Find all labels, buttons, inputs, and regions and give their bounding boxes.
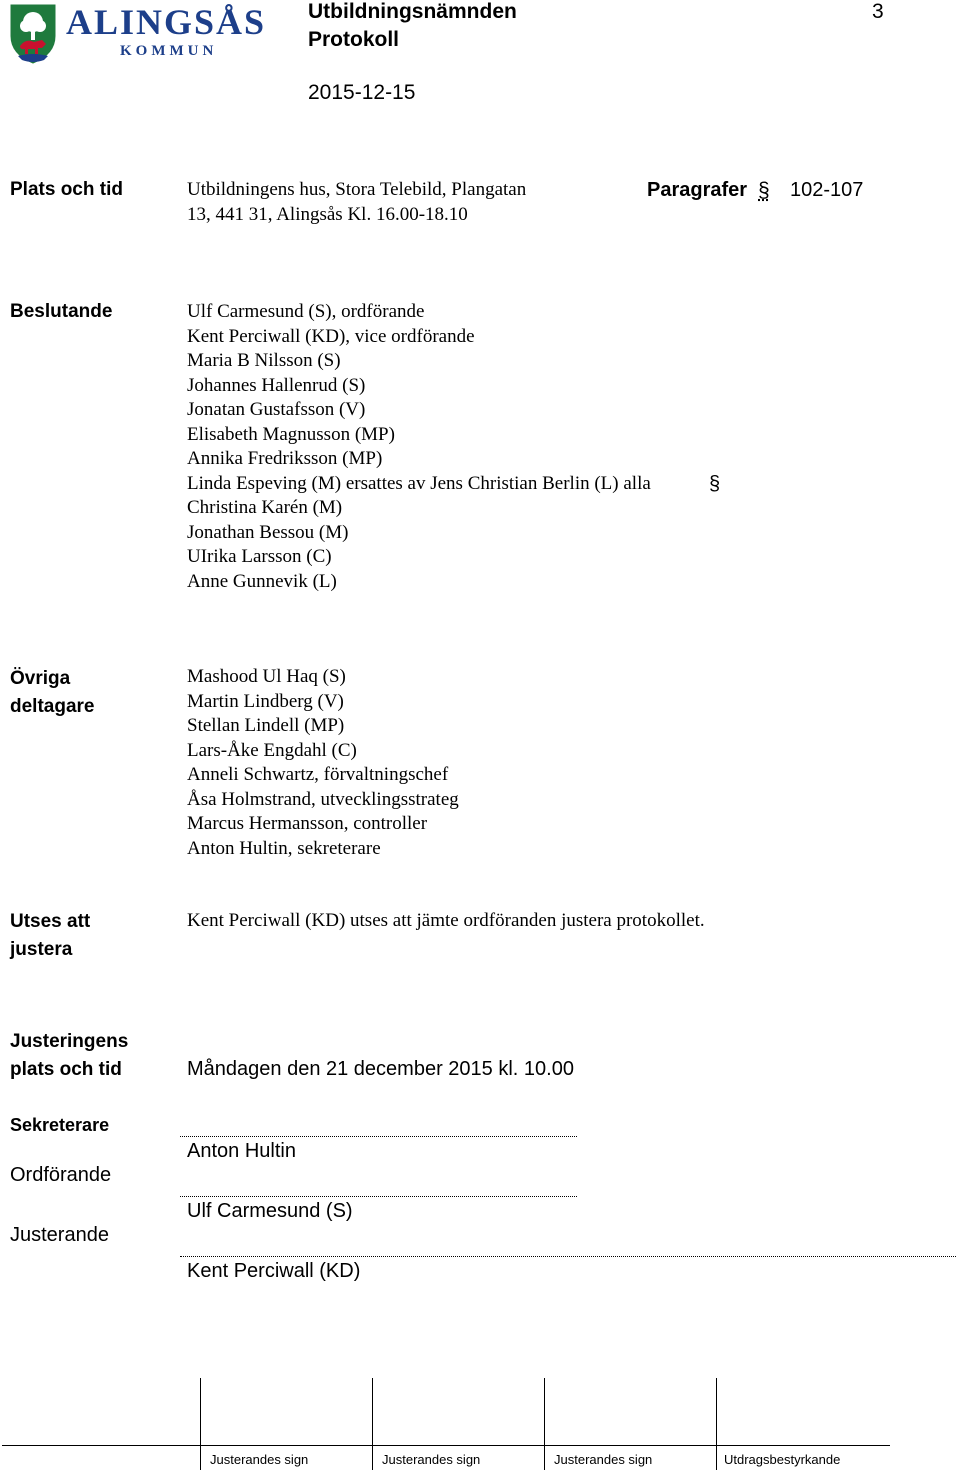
list-item: Anton Hultin, sekreterare — [187, 837, 381, 859]
list-item: Åsa Holmstrand, utvecklingsstrateg — [187, 788, 459, 810]
page-number: 3 — [872, 0, 884, 23]
adjuster-text: Kent Perciwall (KD) utses att jämte ordföranden justera protokollet. — [187, 910, 705, 931]
adjuster-role: Justerande — [10, 1224, 109, 1246]
chair-name: Ulf Carmesund (S) — [187, 1200, 353, 1222]
list-item: UIrika Larsson (C) — [187, 546, 332, 567]
logo-name: ALINGSÅS — [66, 2, 267, 42]
adjuster-label — [10, 908, 160, 964]
document-type: Protokoll — [308, 28, 400, 51]
list-item: Ulf Carmesund (S), ordförande — [187, 301, 425, 322]
adjustment-time-value: Måndagen den 21 december 2015 kl. 10.00 — [187, 1058, 574, 1080]
list-item-text: Linda Espeving (M) ersattes av Jens Christian Berlin (L) alla — [187, 472, 651, 494]
label-line: deltagare — [10, 696, 95, 717]
list-item: Stellan Lindell (MP) — [187, 715, 345, 736]
adjuster-name: Kent Perciwall (KD) — [187, 1260, 361, 1282]
meeting-date: 2015-12-15 — [308, 81, 416, 104]
signature-line — [180, 1196, 577, 1197]
paragraphs-label: Paragrafer — [647, 179, 748, 201]
secretary-name: Anton Hultin — [187, 1140, 296, 1162]
deciding-members-list — [187, 300, 747, 594]
place-line: 13, 441 31, Alingsås Kl. 16.00-18.10 — [187, 203, 468, 225]
list-item: Elisabeth Magnusson (MP) — [187, 423, 395, 445]
section-symbol: § — [709, 472, 721, 495]
sign-box-divider — [716, 1378, 717, 1470]
list-item: Jonatan Gustafsson (V) — [187, 399, 366, 420]
place-time-label: Plats och tid — [10, 179, 123, 200]
list-item: Anne Gunnevik (L) — [187, 570, 337, 592]
sign-baseline — [2, 1445, 890, 1446]
list-item: Anneli Schwartz, förvaltningschef — [187, 764, 449, 785]
list-item — [187, 472, 747, 497]
list-item: Kent Perciwall (KD), vice ordförande — [187, 325, 475, 347]
list-item: Jonathan Bessou (M) — [187, 521, 349, 543]
sign-box-divider — [544, 1378, 545, 1470]
adjustment-time-label — [10, 1028, 180, 1084]
sign-box-caption: Justerandes sign — [210, 1452, 309, 1467]
list-item: Annika Fredriksson (MP) — [187, 448, 383, 469]
committee-title: Utbildningsnämnden — [308, 0, 517, 23]
place-time-text — [187, 178, 607, 227]
label-line: Justeringens — [10, 1031, 129, 1052]
label-line: justera — [10, 939, 73, 960]
list-item: Johannes Hallenrud (S) — [187, 374, 366, 396]
alingsas-kommun-logo — [8, 2, 270, 66]
paragraphs-value: 102-107 — [790, 179, 864, 201]
place-line: Utbildningens hus, Stora Telebild, Plangatan — [187, 179, 527, 200]
label-line: Övriga — [10, 668, 71, 689]
sign-box-caption: Justerandes sign — [554, 1452, 653, 1467]
list-item: Lars-Åke Engdahl (C) — [187, 739, 357, 761]
secretary-role: Sekreterare — [10, 1115, 110, 1135]
sign-box-divider — [200, 1378, 201, 1470]
label-line: Utses att — [10, 911, 91, 932]
list-item: Marcus Hermansson, controller — [187, 813, 428, 834]
list-item: Maria B Nilsson (S) — [187, 350, 341, 371]
list-item: Mashood Ul Haq (S) — [187, 666, 346, 687]
list-item: Martin Lindberg (V) — [187, 690, 344, 712]
sign-boxes — [200, 1378, 890, 1470]
sign-box-caption: Justerandes sign — [382, 1452, 481, 1467]
sign-box-caption: Utdragsbestyrkande — [724, 1452, 841, 1467]
deciding-label: Beslutande — [10, 301, 113, 322]
other-participants-label — [10, 665, 160, 721]
list-item: Christina Karén (M) — [187, 497, 343, 518]
label-line: plats och tid — [10, 1059, 122, 1080]
signature-line — [180, 1256, 956, 1257]
chair-role: Ordförande — [10, 1164, 112, 1186]
other-participants-list — [187, 665, 459, 861]
logo-sub: KOMMUN — [120, 43, 218, 59]
section-symbol: § — [758, 179, 770, 202]
sign-box-divider — [372, 1378, 373, 1470]
signature-line — [180, 1136, 577, 1137]
